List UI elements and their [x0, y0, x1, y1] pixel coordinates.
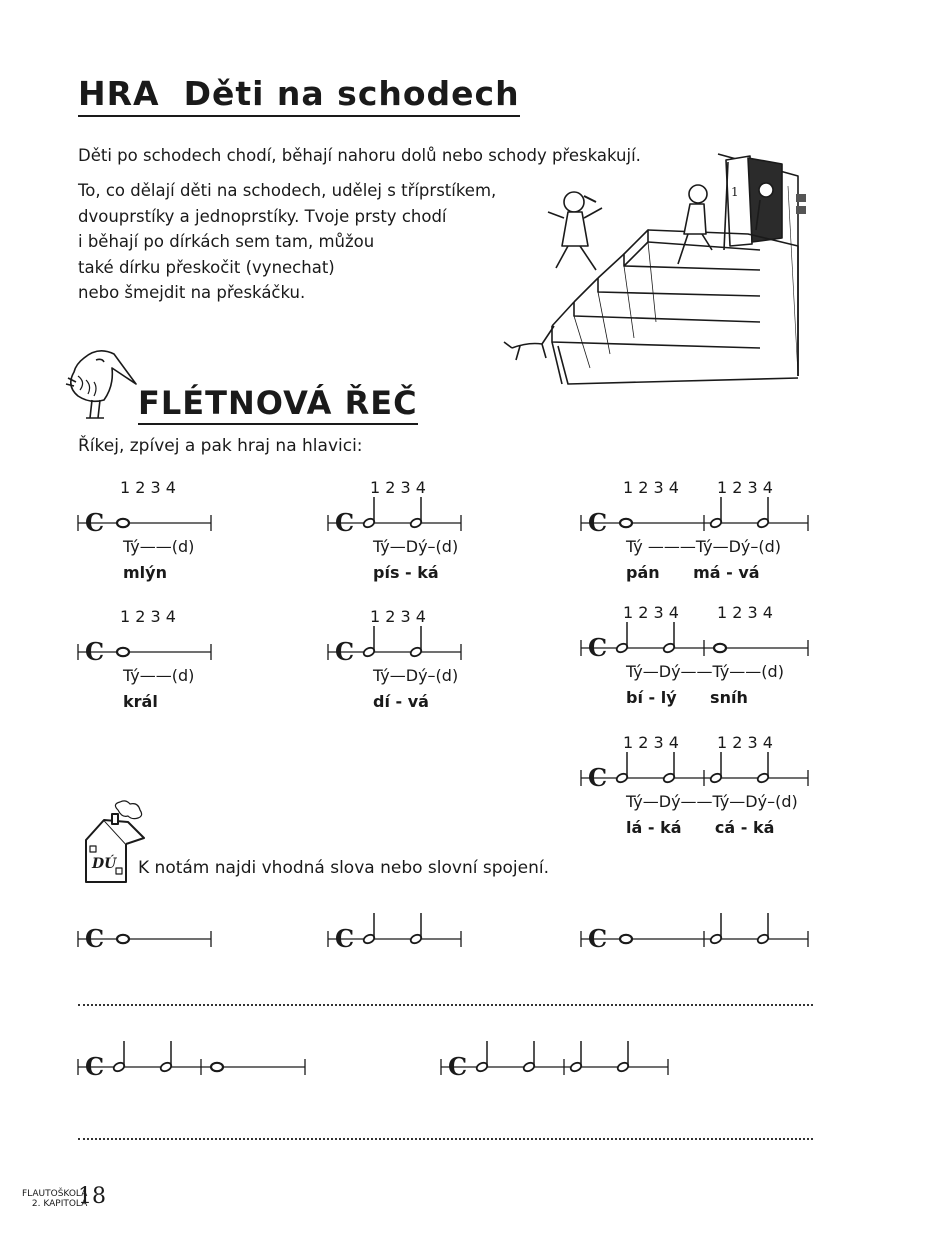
half-note: [409, 913, 422, 945]
rhythm-staff: [580, 478, 814, 539]
rhythm-staff: [327, 912, 467, 955]
time-signature-glyph: C: [85, 1052, 105, 1081]
half-note: [662, 622, 675, 654]
beat-count-label: 1 2 3 4: [623, 603, 679, 622]
beat-count-label: 1 2 3 4: [120, 607, 176, 626]
rhythm-words: lá - ká cá - ká: [626, 818, 775, 837]
game-paragraph-2: [78, 178, 496, 306]
homework-exercise: [77, 912, 217, 960]
paragraph-line: i běhají po dírkách sem tam, můžou: [78, 232, 375, 251]
rhythm-syllables: Tý——(d): [123, 537, 195, 556]
beat-count-label: 1 2 3 4: [717, 478, 773, 497]
half-note: [616, 1041, 629, 1073]
homework-exercise: [327, 912, 467, 960]
game-title-prefix: HRA: [78, 74, 160, 113]
rhythm-exercise: [580, 733, 814, 845]
half-note: [112, 1041, 125, 1073]
bird-illustration: [62, 342, 138, 422]
time-signature-glyph: C: [588, 508, 608, 537]
rhythm-syllables: Tý—Dý–(d): [373, 666, 459, 685]
half-note: [409, 626, 422, 658]
half-note: [709, 752, 722, 784]
half-note: [362, 497, 375, 529]
rhythm-words: pán má - vá: [626, 563, 760, 582]
rhythm-syllables: Tý—Dý–(d): [373, 537, 459, 556]
half-note: [522, 1041, 535, 1073]
beat-count-label: 1 2 3 4: [623, 478, 679, 497]
half-note: [362, 626, 375, 658]
rhythm-staff: [77, 912, 217, 955]
rhythm-syllables: Tý—Dý——Tý—Dý–(d): [626, 792, 798, 811]
half-note: [709, 913, 722, 945]
homework-exercise: [580, 912, 814, 960]
flute-speech-instruction: Říkej, zpívej a pak hraj na hlavici:: [78, 436, 363, 456]
rhythm-staff: [580, 912, 814, 955]
half-note: [159, 1041, 172, 1073]
half-note: [475, 1041, 488, 1073]
rhythm-staff: [580, 733, 814, 794]
page-number: 18: [78, 1184, 106, 1209]
game-title: [78, 74, 520, 117]
homework-exercise: [440, 1040, 674, 1088]
game-paragraph-1: Děti po schodech chodí, běhají nahoru dolů nebo schody přeskakují.: [78, 146, 641, 165]
paragraph-line: také dírku přeskočit (vynechat): [78, 257, 335, 277]
time-signature-glyph: C: [85, 508, 105, 537]
whole-note: [117, 648, 129, 656]
half-note: [709, 497, 722, 529]
half-note: [662, 752, 675, 784]
rhythm-syllables: Tý——(d): [123, 666, 195, 685]
rhythm-staff: [440, 1040, 674, 1083]
time-signature-glyph: C: [85, 637, 105, 666]
time-signature-glyph: C: [85, 924, 105, 953]
paragraph-line: dvouprstíky a jednoprstíky. Tvoje prsty chodí: [78, 206, 447, 226]
half-note: [756, 752, 769, 784]
half-note: [615, 752, 628, 784]
rhythm-exercise: [580, 478, 814, 590]
footer-book: FLAUTOŠKOLA: [22, 1189, 88, 1199]
homework-exercise: [77, 1040, 311, 1088]
rhythm-exercise: [327, 478, 467, 590]
homework-badge: DÚ: [92, 856, 117, 872]
rhythm-words: král: [123, 692, 158, 711]
time-signature-glyph: C: [588, 763, 608, 792]
beat-count-label: 1 2 3 4: [623, 733, 679, 752]
time-signature-glyph: C: [448, 1052, 468, 1081]
door-number: 1: [731, 185, 739, 199]
rhythm-staff: [580, 603, 814, 664]
paragraph-line: To, co dělají děti na schodech, udělej s tříprstíkem,: [78, 181, 497, 200]
rhythm-staff: [77, 1040, 311, 1083]
rhythm-syllables: Tý ———Tý—Dý–(d): [626, 537, 782, 556]
rhythm-words: dí - vá: [373, 692, 429, 711]
whole-note: [211, 1063, 223, 1071]
flute-speech-title: FLÉTNOVÁ ŘEČ: [138, 384, 418, 425]
half-note: [569, 1041, 582, 1073]
rhythm-exercise: [77, 478, 217, 590]
rhythm-exercise: [580, 603, 814, 715]
rhythm-words: mlýn: [123, 563, 167, 582]
homework-instruction: K notám najdi vhodná slova nebo slovní spojení.: [138, 858, 549, 878]
time-signature-glyph: C: [335, 508, 355, 537]
rhythm-exercise: [77, 607, 217, 719]
time-signature-glyph: C: [588, 924, 608, 953]
answer-line: [78, 1138, 813, 1140]
time-signature-glyph: C: [335, 924, 355, 953]
beat-count-label: 1 2 3 4: [717, 603, 773, 622]
whole-note: [117, 935, 129, 943]
rhythm-syllables: Tý—Dý——Tý——(d): [626, 662, 784, 681]
children-on-stairs-illustration: [498, 146, 808, 388]
half-note: [756, 497, 769, 529]
paragraph-line: nebo šmejdit na přeskáčku.: [78, 283, 306, 302]
footer-chapter: 2. KAPITOLA: [31, 1199, 88, 1209]
half-note: [409, 497, 422, 529]
rhythm-words: bí - lý sníh: [626, 688, 748, 707]
half-note: [615, 622, 628, 654]
whole-note: [714, 644, 726, 652]
half-note: [756, 913, 769, 945]
half-note: [362, 913, 375, 945]
rhythm-exercise: [327, 607, 467, 719]
whole-note: [620, 935, 632, 943]
beat-count-label: 1 2 3 4: [370, 607, 426, 626]
beat-count-label: 1 2 3 4: [120, 478, 176, 497]
time-signature-glyph: C: [335, 637, 355, 666]
game-title-text: Děti na schodech: [183, 74, 520, 113]
beat-count-label: 1 2 3 4: [370, 478, 426, 497]
rhythm-words: pís - ká: [373, 563, 439, 582]
whole-note: [117, 519, 129, 527]
whole-note: [620, 519, 632, 527]
beat-count-label: 1 2 3 4: [717, 733, 773, 752]
answer-line: [78, 1004, 813, 1006]
time-signature-glyph: C: [588, 633, 608, 662]
